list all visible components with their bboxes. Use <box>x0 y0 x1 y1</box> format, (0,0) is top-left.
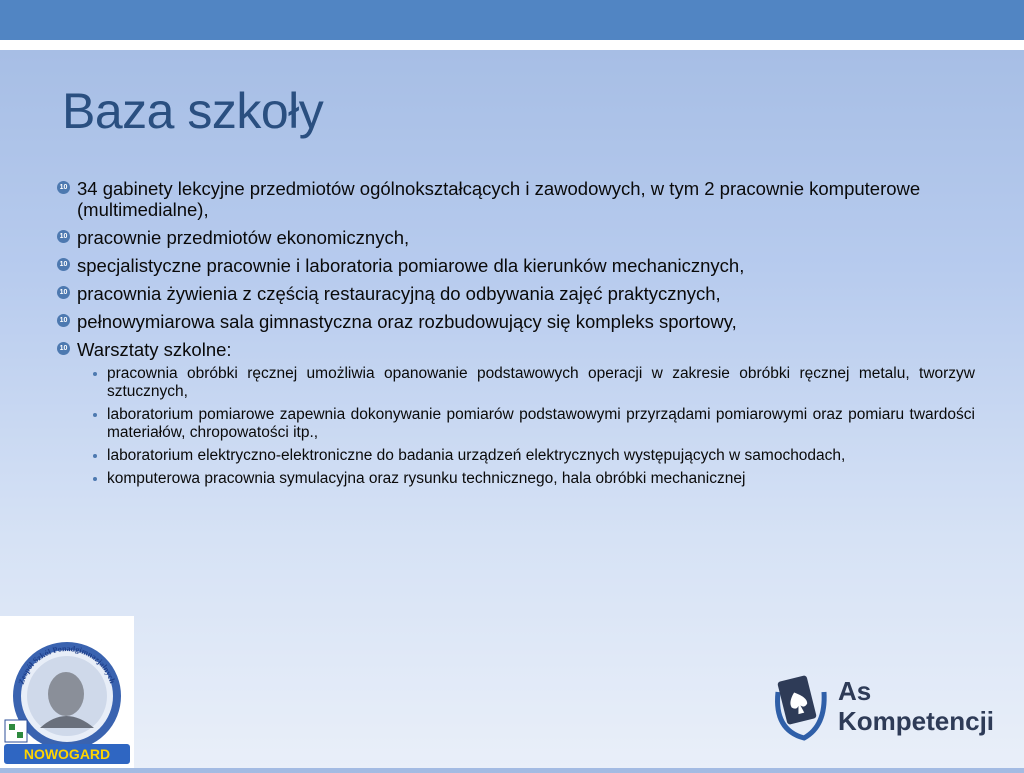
sub-bullet-text: pracownia obróbki ręcznej umożliwia opanowanie podstawowych operacji w zakresie obróbki ręcznej metalu, tworzyw sztucznych, <box>107 365 975 400</box>
bullet-icon: 10 <box>57 181 70 194</box>
sub-bullet-text: laboratorium pomiarowe zapewnia dokonywanie pomiarów podstawowymi przyrządami pomiarowymi oraz pomiaru twardości materiałów, chropowatości itp., <box>107 406 975 441</box>
bullet-text: 34 gabinety lekcyjne przedmiotów ogólnokształcących i zawodowych, w tym 2 pracownie komputerowe (multimedialne), <box>77 178 921 220</box>
bullet-text: pracownie przedmiotów ekonomicznych, <box>77 227 410 248</box>
dot-icon <box>93 413 97 417</box>
dot-icon <box>93 372 97 376</box>
slide-content <box>55 178 975 495</box>
sub-bullet-list <box>85 365 975 488</box>
bullet-text: specjalistyczne pracownie i laboratoria pomiarowe dla kierunków mechanicznych, <box>77 255 745 276</box>
top-band <box>0 0 1024 40</box>
school-logo-label: NOWOGARD <box>23 746 111 762</box>
bullet-item <box>55 283 975 304</box>
bullet-icon: 10 <box>57 342 70 355</box>
slide-title: Baza szkoły <box>62 83 324 139</box>
spade-card-icon <box>768 670 832 742</box>
svg-text:Zespół Szkół Ponadgimnazjalnyc: Zespół Szkół Ponadgimnazjalnych <box>16 643 118 686</box>
sub-bullet-item <box>85 447 975 465</box>
bullet-item <box>55 311 975 332</box>
dot-icon <box>93 477 97 481</box>
logo-kompetencji-text: Kompetencji <box>838 706 995 736</box>
bullet-item <box>55 255 975 276</box>
sub-bullet-text: laboratorium elektryczno-elektroniczne do badania urządzeń elektrycznych występujących w samochodach, <box>107 447 846 464</box>
bullet-item <box>55 178 975 220</box>
school-logo <box>0 616 134 768</box>
bullet-text: Warsztaty szkolne: <box>77 339 232 360</box>
bullet-icon: 10 <box>57 258 70 271</box>
bullet-icon: 10 <box>57 230 70 243</box>
bullet-icon: 10 <box>57 314 70 327</box>
bullet-item <box>55 339 975 488</box>
bullet-item <box>55 227 975 248</box>
sub-bullet-item <box>85 406 975 442</box>
logo-as-text: As <box>838 676 872 706</box>
sub-bullet-item <box>85 365 975 401</box>
dot-icon <box>93 454 97 458</box>
sub-bullet-text: komputerowa pracownia symulacyjna oraz rysunku technicznego, hala obróbki mechanicznej <box>107 470 746 487</box>
top-divider <box>0 40 1024 50</box>
school-crest-icon <box>0 616 134 768</box>
bullet-text: pracownia żywienia z częścią restauracyjną do odbywania zajęć praktycznych, <box>77 283 721 304</box>
sub-bullet-item <box>85 470 975 488</box>
as-kompetencji-logo <box>768 670 995 747</box>
bullet-text: pełnowymiarowa sala gimnastyczna oraz rozbudowujący się kompleks sportowy, <box>77 311 737 332</box>
bullet-list <box>55 178 975 488</box>
bullet-icon: 10 <box>57 286 70 299</box>
